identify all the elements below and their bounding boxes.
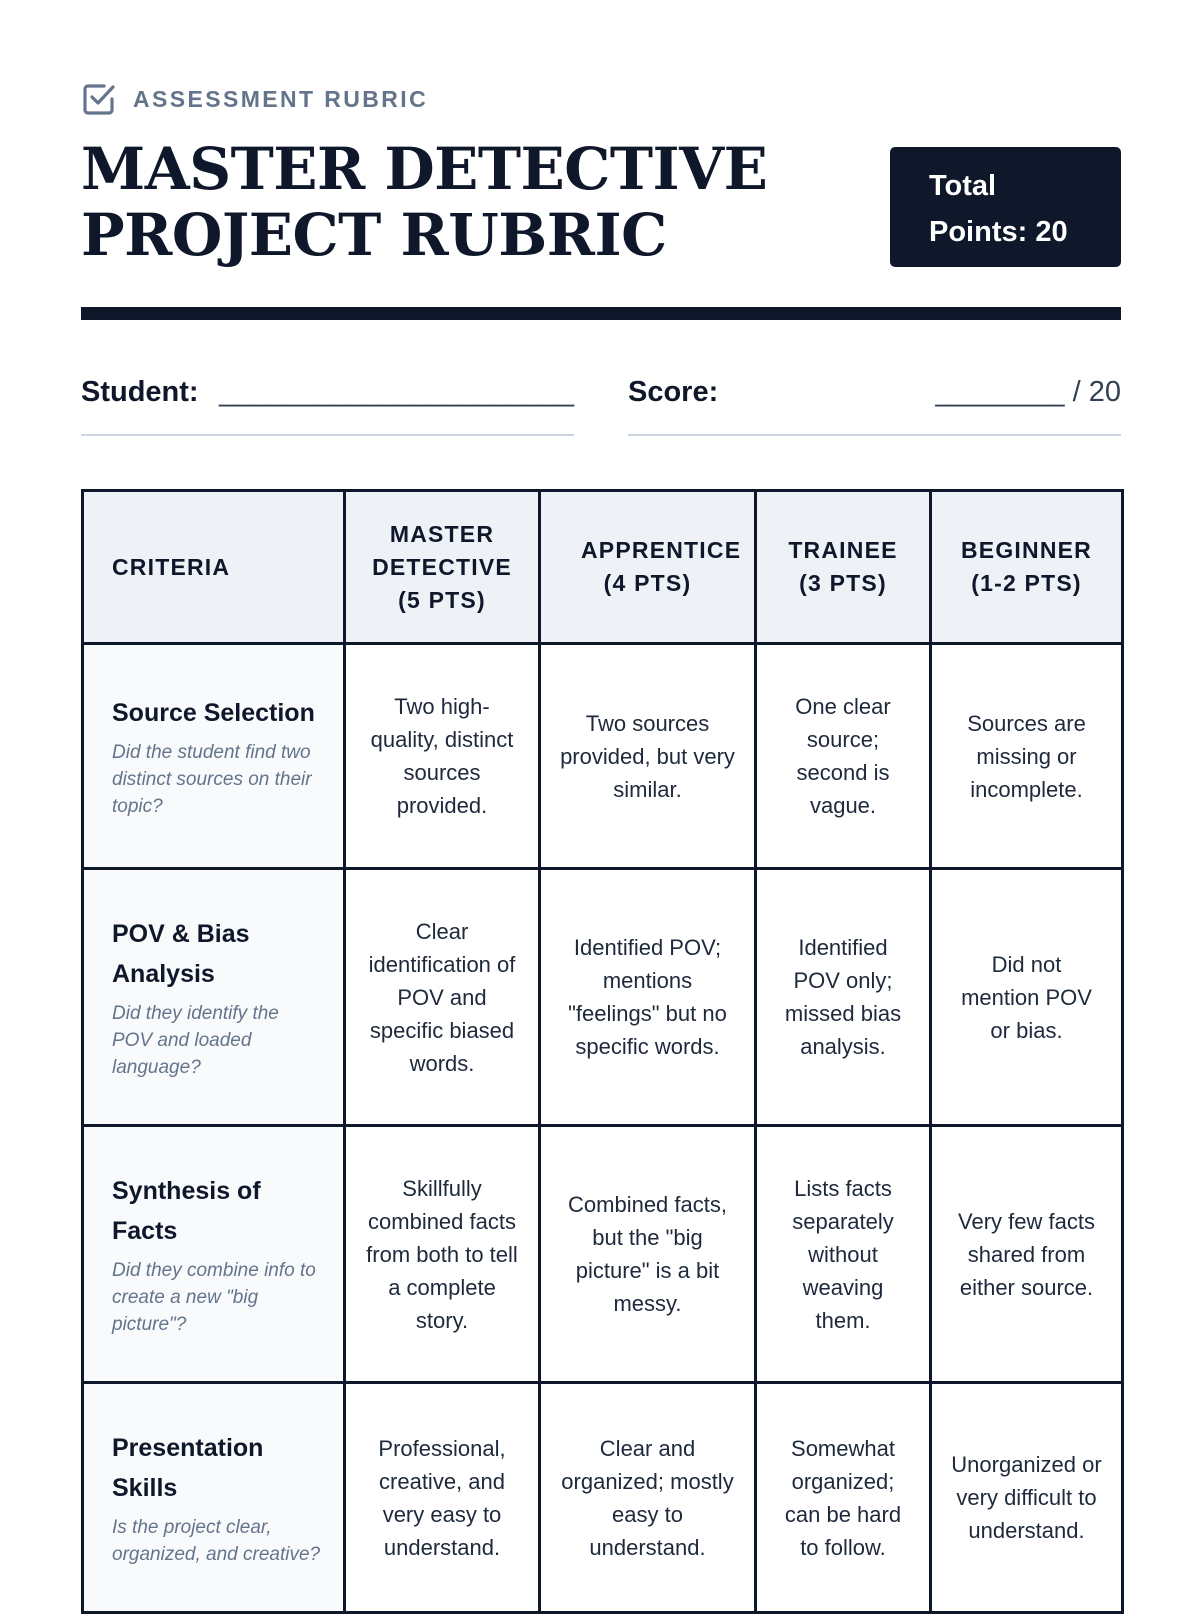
score-label: Score: <box>628 376 719 408</box>
points-badge-line-1: Total <box>929 170 997 202</box>
level-cell-master: Skillfully combined facts from both to tell a complete story. <box>345 1126 540 1383</box>
title-line-1: MASTER DETECTIVE <box>81 135 768 203</box>
level-cell-master: Professional, creative, and very easy to understand. <box>345 1383 540 1613</box>
level-cell-trainee: Identified POV only; missed bias analysis. <box>756 869 931 1126</box>
total-points-badge <box>890 147 1121 267</box>
score-blank[interactable]: ________ / 20 <box>935 376 1121 408</box>
eyebrow <box>81 82 428 116</box>
column-header-criteria: CRITERIA <box>83 491 345 644</box>
table-row <box>83 1383 1123 1613</box>
title-line-2: PROJECT RUBRIC <box>81 201 667 269</box>
table-row <box>83 1126 1123 1383</box>
header-divider <box>81 307 1121 320</box>
level-cell-beginner: Unorganized or very difficult to understand. <box>931 1383 1123 1613</box>
student-label: Student: <box>81 376 199 408</box>
column-header-trainee: TRAINEE (3 PTS) <box>756 491 931 644</box>
level-cell-apprentice: Clear and organized; mostly easy to understand. <box>540 1383 756 1613</box>
level-cell-apprentice: Identified POV; mentions "feelings" but no specific words. <box>540 869 756 1126</box>
criterion-cell <box>83 869 345 1126</box>
criterion-question: Did the student find two distinct sources on their topic? <box>112 741 312 817</box>
points-badge-line-2: Points: 20 <box>929 216 1068 248</box>
page-title <box>81 136 821 268</box>
criterion-name: Presentation Skills <box>112 1433 264 1502</box>
level-cell-beginner: Did not mention POV or bias. <box>931 869 1123 1126</box>
table-row <box>83 869 1123 1126</box>
criterion-question: Did they identify the POV and loaded language? <box>112 1002 279 1078</box>
student-blank[interactable]: ______________________ <box>219 376 574 408</box>
criterion-name: Synthesis of Facts <box>112 1176 261 1245</box>
criterion-question: Is the project clear, organized, and creative? <box>112 1516 321 1565</box>
criterion-cell <box>83 1383 345 1613</box>
criterion-question: Did they combine info to create a new "big picture"? <box>112 1259 316 1335</box>
column-header-master-detective: MASTER DETECTIVE (5 PTS) <box>345 491 540 644</box>
level-cell-beginner: Very few facts shared from either source. <box>931 1126 1123 1383</box>
level-cell-trainee: One clear source; second is vague. <box>756 644 931 869</box>
level-cell-trainee: Somewhat organized; can be hard to follow. <box>756 1383 931 1613</box>
criterion-cell <box>83 1126 345 1383</box>
rubric-table <box>81 489 1124 1614</box>
table-row <box>83 644 1123 869</box>
column-header-apprentice: APPRENTICE (4 PTS) <box>540 491 756 644</box>
criterion-name: Source Selection <box>112 698 315 727</box>
criterion-cell <box>83 644 345 869</box>
table-header-row <box>83 491 1123 644</box>
column-header-beginner: BEGINNER (1-2 PTS) <box>931 491 1123 644</box>
eyebrow-label: ASSESSMENT RUBRIC <box>133 85 429 112</box>
level-cell-master: Two high-quality, distinct sources provided. <box>345 644 540 869</box>
level-cell-apprentice: Two sources provided, but very similar. <box>540 644 756 869</box>
level-cell-trainee: Lists facts separately without weaving them. <box>756 1126 931 1383</box>
checkbox-checked-icon <box>81 82 115 116</box>
score-field[interactable] <box>628 372 1121 436</box>
criterion-name: POV & Bias Analysis <box>112 919 250 988</box>
level-cell-beginner: Sources are missing or incomplete. <box>931 644 1123 869</box>
level-cell-apprentice: Combined facts, but the "big picture" is a bit messy. <box>540 1126 756 1383</box>
level-cell-master: Clear identification of POV and specific biased words. <box>345 869 540 1126</box>
student-field[interactable] <box>81 372 574 436</box>
